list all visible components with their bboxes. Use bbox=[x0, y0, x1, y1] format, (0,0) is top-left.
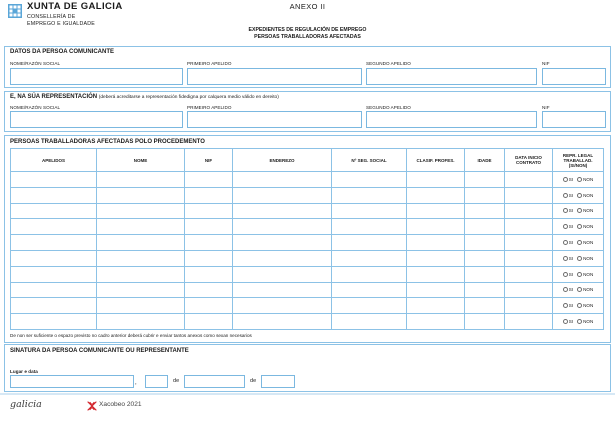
cell-surnames[interactable] bbox=[11, 219, 97, 235]
cell-name[interactable] bbox=[97, 172, 185, 188]
representative-nif-label: NIF bbox=[542, 105, 550, 110]
cell-contract-start[interactable] bbox=[505, 203, 553, 219]
communicant-surname1-label: PRIMEIRO APELIDO bbox=[187, 61, 232, 66]
cell-name[interactable] bbox=[97, 266, 185, 282]
cell-nif[interactable] bbox=[185, 282, 233, 298]
radio-yes[interactable] bbox=[563, 240, 568, 245]
cell-contract-start[interactable] bbox=[505, 314, 553, 330]
date-de-2: de bbox=[250, 378, 257, 384]
signature-section bbox=[4, 344, 611, 392]
radio-yes-label: SI bbox=[568, 192, 574, 198]
radio-no-label: NON bbox=[583, 224, 594, 230]
cell-address[interactable] bbox=[233, 235, 332, 251]
document-title-line-2: PERSOAS TRABALLADORAS AFECTADAS bbox=[254, 34, 361, 40]
cell-surnames[interactable] bbox=[11, 282, 97, 298]
radio-yes-label: SI bbox=[568, 271, 574, 277]
day-field[interactable] bbox=[145, 375, 168, 388]
place-comma: , bbox=[135, 380, 137, 386]
cell-surnames[interactable] bbox=[11, 314, 97, 330]
cell-address[interactable] bbox=[233, 282, 332, 298]
cell-contract-start[interactable] bbox=[505, 172, 553, 188]
cell-professional-class[interactable] bbox=[407, 219, 465, 235]
table-row bbox=[11, 187, 604, 203]
radio-yes[interactable] bbox=[563, 272, 568, 277]
cell-ss-number[interactable] bbox=[332, 250, 407, 266]
radio-no[interactable] bbox=[577, 224, 582, 229]
radio-no[interactable] bbox=[577, 303, 582, 308]
radio-no[interactable] bbox=[577, 208, 582, 213]
column-header-contract-start bbox=[505, 149, 553, 172]
radio-yes[interactable] bbox=[563, 287, 568, 292]
cell-age[interactable] bbox=[465, 187, 505, 203]
cell-nif[interactable] bbox=[185, 187, 233, 203]
cell-contract-start[interactable] bbox=[505, 219, 553, 235]
cell-professional-class[interactable] bbox=[407, 250, 465, 266]
cell-legal-rep bbox=[553, 187, 604, 203]
cell-address[interactable] bbox=[233, 219, 332, 235]
contract-start-line-1: DATA INICIO bbox=[515, 155, 542, 160]
radio-no-label: NON bbox=[583, 208, 594, 214]
cell-contract-start[interactable] bbox=[505, 266, 553, 282]
cell-name[interactable] bbox=[97, 282, 185, 298]
department-line-1: CONSELLERÍA DE bbox=[27, 14, 76, 20]
cell-ss-number[interactable] bbox=[332, 219, 407, 235]
cell-name[interactable] bbox=[97, 219, 185, 235]
cell-name[interactable] bbox=[97, 203, 185, 219]
column-header-professional-class: CLASIF. PROFES. bbox=[407, 149, 465, 172]
cell-nif[interactable] bbox=[185, 219, 233, 235]
cell-surnames[interactable] bbox=[11, 187, 97, 203]
representative-surname1-field[interactable] bbox=[187, 111, 362, 128]
cell-professional-class[interactable] bbox=[407, 203, 465, 219]
column-header-nif: NIF bbox=[185, 149, 233, 172]
cell-nif[interactable] bbox=[185, 298, 233, 314]
cell-legal-rep bbox=[553, 314, 604, 330]
cell-address[interactable] bbox=[233, 314, 332, 330]
radio-no[interactable] bbox=[577, 177, 582, 182]
cell-ss-number[interactable] bbox=[332, 314, 407, 330]
radio-no-label: NON bbox=[583, 176, 594, 182]
radio-yes[interactable] bbox=[563, 256, 568, 261]
cell-nif[interactable] bbox=[185, 172, 233, 188]
radio-no[interactable] bbox=[577, 240, 582, 245]
column-header-ss-number: Nº SEG. SOCIAL bbox=[332, 149, 407, 172]
cell-professional-class[interactable] bbox=[407, 314, 465, 330]
cell-contract-start[interactable] bbox=[505, 235, 553, 251]
representative-name-field[interactable] bbox=[10, 111, 183, 128]
galicia-logo: galicia bbox=[10, 399, 42, 410]
table-row bbox=[11, 219, 604, 235]
cell-address[interactable] bbox=[233, 266, 332, 282]
cell-name[interactable] bbox=[97, 298, 185, 314]
place-date-label: Lugar e data bbox=[10, 369, 38, 374]
table-footnote: De non ser suficiente o espazo previsto no cadro anterior deberá cubrir e enviar tantos anexos como sexan necesarios bbox=[10, 333, 252, 338]
cell-nif[interactable] bbox=[185, 314, 233, 330]
radio-yes-label: SI bbox=[568, 303, 574, 309]
cell-age[interactable] bbox=[465, 314, 505, 330]
place-field[interactable] bbox=[10, 375, 134, 388]
representative-surname2-label: SEGUNDO APELIDO bbox=[366, 105, 411, 110]
table-row bbox=[11, 203, 604, 219]
radio-yes-label: SI bbox=[568, 319, 574, 325]
radio-no-label: NON bbox=[583, 303, 594, 309]
cell-ss-number[interactable] bbox=[332, 172, 407, 188]
cell-nif[interactable] bbox=[185, 203, 233, 219]
cell-address[interactable] bbox=[233, 187, 332, 203]
cell-legal-rep bbox=[553, 172, 604, 188]
radio-no-label: NON bbox=[583, 192, 594, 198]
radio-no[interactable] bbox=[577, 256, 582, 261]
cell-age[interactable] bbox=[465, 250, 505, 266]
cell-age[interactable] bbox=[465, 282, 505, 298]
cell-age[interactable] bbox=[465, 203, 505, 219]
table-row bbox=[11, 282, 604, 298]
representative-surname2-field[interactable] bbox=[366, 111, 537, 128]
radio-no[interactable] bbox=[577, 193, 582, 198]
communicant-name-label: NOME/RAZÓN SOCIAL bbox=[10, 61, 61, 66]
communicant-section bbox=[4, 46, 611, 88]
communicant-surname1-field[interactable] bbox=[187, 68, 362, 85]
radio-yes-label: SI bbox=[568, 208, 574, 214]
representative-note: (deberá acreditarse a representación fidedigna por calquera medio válido en dereito) bbox=[98, 95, 279, 100]
cell-nif[interactable] bbox=[185, 235, 233, 251]
representative-nif-field[interactable] bbox=[542, 111, 606, 128]
radio-yes-label: SI bbox=[568, 176, 574, 182]
footer-divider bbox=[0, 393, 615, 395]
affected-persons-table bbox=[10, 148, 604, 330]
cell-legal-rep bbox=[553, 282, 604, 298]
cell-legal-rep bbox=[553, 219, 604, 235]
cell-address[interactable] bbox=[233, 203, 332, 219]
radio-yes[interactable] bbox=[563, 224, 568, 229]
table-header-row bbox=[11, 149, 604, 172]
column-header-address: ENDEREZO bbox=[233, 149, 332, 172]
representative-name-label: NOME/RAZÓN SOCIAL bbox=[10, 105, 61, 110]
cell-ss-number[interactable] bbox=[332, 203, 407, 219]
cell-surnames[interactable] bbox=[11, 266, 97, 282]
radio-no-label: NON bbox=[583, 271, 594, 277]
cell-professional-class[interactable] bbox=[407, 187, 465, 203]
radio-no-label: NON bbox=[583, 255, 594, 261]
xacobeo-logo-text: Xacobeo 2021 bbox=[99, 401, 142, 408]
table-row bbox=[11, 314, 604, 330]
radio-yes-label: SI bbox=[568, 287, 574, 293]
column-header-age: IDADE bbox=[465, 149, 505, 172]
representative-section bbox=[4, 91, 611, 132]
representative-surname1-label: PRIMEIRO APELIDO bbox=[187, 105, 232, 110]
cell-age[interactable] bbox=[465, 235, 505, 251]
cell-ss-number[interactable] bbox=[332, 266, 407, 282]
cell-professional-class[interactable] bbox=[407, 235, 465, 251]
cell-contract-start[interactable] bbox=[505, 282, 553, 298]
cell-name[interactable] bbox=[97, 250, 185, 266]
radio-yes[interactable] bbox=[563, 177, 568, 182]
cell-professional-class[interactable] bbox=[407, 282, 465, 298]
cell-age[interactable] bbox=[465, 298, 505, 314]
radio-yes[interactable] bbox=[563, 303, 568, 308]
cell-legal-rep bbox=[553, 235, 604, 251]
radio-no-label: NON bbox=[583, 240, 594, 246]
cell-age[interactable] bbox=[465, 219, 505, 235]
xacobeo-logo-icon bbox=[87, 401, 97, 411]
communicant-section-title: DATOS DA PERSOA COMUNICANTE bbox=[10, 49, 115, 55]
cell-contract-start[interactable] bbox=[505, 250, 553, 266]
cell-legal-rep bbox=[553, 298, 604, 314]
cell-ss-number[interactable] bbox=[332, 282, 407, 298]
communicant-surname2-field[interactable] bbox=[366, 68, 537, 85]
radio-yes-label: SI bbox=[568, 224, 574, 230]
radio-no[interactable] bbox=[577, 272, 582, 277]
radio-yes[interactable] bbox=[563, 319, 568, 324]
representative-title-text: E, NA SÚA REPRESENTACIÓN bbox=[10, 94, 98, 100]
legal-rep-line-2: TRABALLAD. bbox=[563, 157, 593, 163]
cell-surnames[interactable] bbox=[11, 203, 97, 219]
cell-surnames[interactable] bbox=[11, 298, 97, 314]
cell-contract-start[interactable] bbox=[505, 187, 553, 203]
org-name: XUNTA DE GALICIA bbox=[27, 1, 123, 12]
column-header-name: NOME bbox=[97, 149, 185, 172]
cell-nif[interactable] bbox=[185, 266, 233, 282]
cell-legal-rep bbox=[553, 266, 604, 282]
legal-rep-line-1: REPR. LEGAL bbox=[562, 152, 594, 158]
department-line-2: EMPREGO E IGUALDADE bbox=[27, 20, 95, 27]
cell-ss-number[interactable] bbox=[332, 298, 407, 314]
table-row bbox=[11, 250, 604, 266]
cell-name[interactable] bbox=[97, 314, 185, 330]
cell-name[interactable] bbox=[97, 187, 185, 203]
month-field[interactable] bbox=[184, 375, 245, 388]
affected-section-title: PERSOAS TRABALLADORAS AFECTADAS POLO PROCEDEMENTO bbox=[10, 139, 205, 145]
communicant-nif-field[interactable] bbox=[542, 68, 606, 85]
table-row bbox=[11, 298, 604, 314]
cell-surnames[interactable] bbox=[11, 235, 97, 251]
cell-age[interactable] bbox=[465, 266, 505, 282]
cell-age[interactable] bbox=[465, 172, 505, 188]
cell-nif[interactable] bbox=[185, 250, 233, 266]
radio-yes[interactable] bbox=[563, 193, 568, 198]
radio-no-label: NON bbox=[583, 287, 594, 293]
cell-contract-start[interactable] bbox=[505, 298, 553, 314]
column-header-legal-rep bbox=[553, 149, 604, 172]
signature-section-title: SINATURA DA PERSOA COMUNICANTE OU REPRESENTANTE bbox=[10, 348, 189, 354]
communicant-name-field[interactable] bbox=[10, 68, 183, 85]
affected-table-body bbox=[11, 172, 604, 330]
radio-no[interactable] bbox=[577, 287, 582, 292]
year-field[interactable] bbox=[261, 375, 295, 388]
cell-professional-class[interactable] bbox=[407, 172, 465, 188]
cell-ss-number[interactable] bbox=[332, 235, 407, 251]
annex-label: ANEXO II bbox=[289, 2, 326, 11]
cell-professional-class[interactable] bbox=[407, 298, 465, 314]
cell-address[interactable] bbox=[233, 250, 332, 266]
table-row bbox=[11, 266, 604, 282]
representative-section-title bbox=[10, 94, 279, 101]
cell-legal-rep bbox=[553, 250, 604, 266]
cell-professional-class[interactable] bbox=[407, 266, 465, 282]
communicant-surname2-label: SEGUNDO APELIDO bbox=[366, 61, 411, 66]
cell-name[interactable] bbox=[97, 235, 185, 251]
communicant-nif-label: NIF bbox=[542, 61, 550, 66]
radio-no-label: NON bbox=[583, 319, 594, 325]
cell-surnames[interactable] bbox=[11, 250, 97, 266]
table-row bbox=[11, 235, 604, 251]
radio-yes-label: SI bbox=[568, 240, 574, 246]
cell-address[interactable] bbox=[233, 172, 332, 188]
table-row bbox=[11, 172, 604, 188]
cell-surnames[interactable] bbox=[11, 172, 97, 188]
cell-legal-rep bbox=[553, 203, 604, 219]
cell-ss-number[interactable] bbox=[332, 187, 407, 203]
radio-no[interactable] bbox=[577, 319, 582, 324]
column-header-surnames: APELIDOS bbox=[11, 149, 97, 172]
document-title-line-1: EXPEDIENTES DE REGULACIÓN DE EMPREGO bbox=[248, 27, 367, 33]
radio-yes-label: SI bbox=[568, 255, 574, 261]
radio-yes[interactable] bbox=[563, 208, 568, 213]
legal-rep-line-3: (SI/NON) bbox=[568, 162, 588, 168]
date-de-1: de bbox=[173, 378, 180, 384]
cell-address[interactable] bbox=[233, 298, 332, 314]
contract-start-line-2: CONTRATO bbox=[515, 160, 542, 165]
